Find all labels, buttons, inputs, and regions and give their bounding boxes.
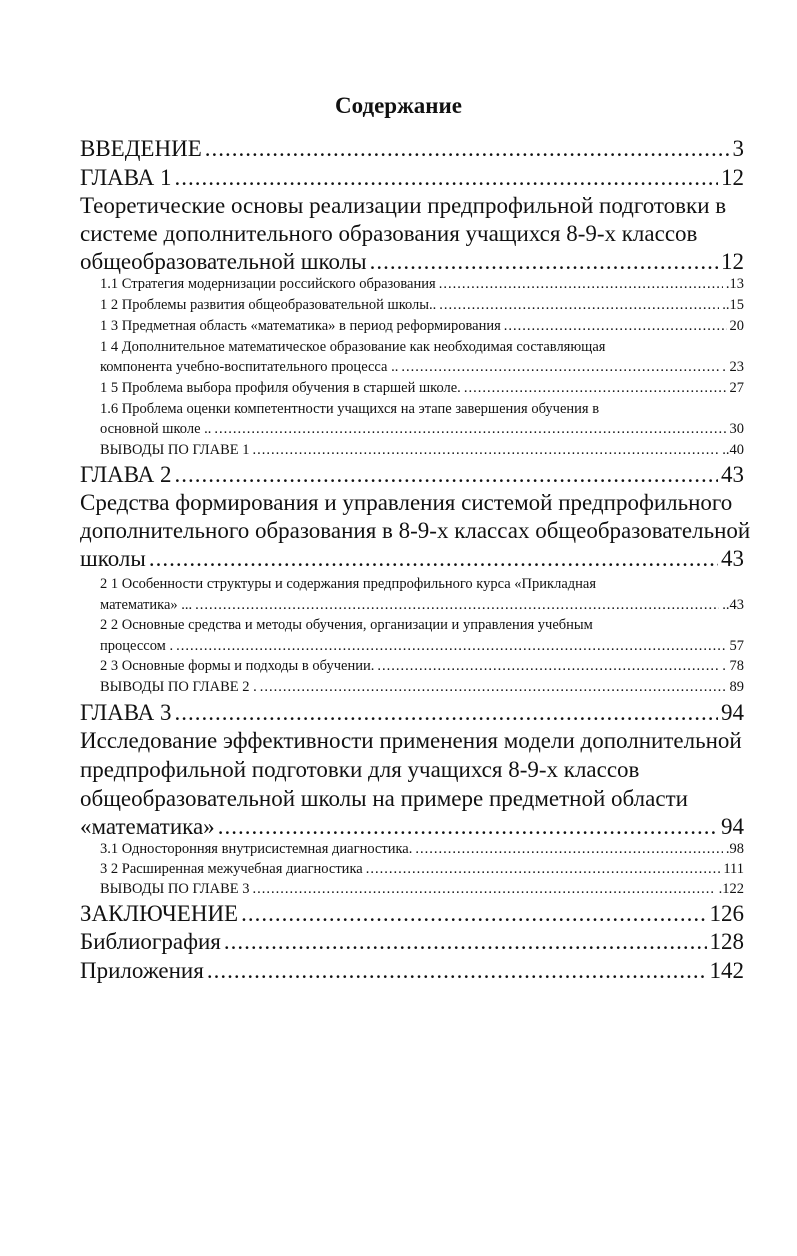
- leader-dots: [176, 638, 726, 655]
- toc-conclusions-2: [100, 679, 744, 696]
- leader-dots: [260, 679, 727, 696]
- toc-label: школы: [80, 546, 146, 571]
- toc-conclusions-1: [100, 442, 744, 459]
- toc-section-2-1-line: 2 1 Особенности структуры и содержания предпрофильного курса «Прикладная: [100, 576, 596, 592]
- toc-page: 89: [729, 679, 744, 695]
- leader-dots: [149, 546, 718, 572]
- page-title: Содержание: [335, 93, 462, 118]
- chapter-3-heading-line: общеобразовательной школы на примере предметной области: [80, 786, 688, 811]
- chapter-3-heading-line: предпрофильной подготовки для учащихся 8-9-х классов: [80, 757, 640, 782]
- toc-label: ГЛАВА 1: [80, 165, 172, 190]
- leader-dots: [464, 380, 727, 397]
- toc-page: 43: [721, 546, 744, 571]
- toc-entry-appendices: [80, 958, 744, 984]
- toc-entry-chapter-3-heading: [80, 814, 744, 840]
- toc-label: 1.1 Стратегия модернизации российского образования: [100, 276, 436, 292]
- toc-page: . 23: [722, 359, 744, 375]
- toc-entry-chapter-3: [80, 700, 744, 726]
- toc-section-1-3: [100, 318, 744, 335]
- toc-page: 30: [729, 421, 744, 437]
- toc-entry-chapter-1-heading: [80, 249, 744, 275]
- toc-section-2-2: [100, 638, 744, 655]
- toc-label: 3 2 Расширенная межучебная диагностика: [100, 861, 363, 877]
- leader-dots: [504, 318, 727, 335]
- toc-label: ГЛАВА 2: [80, 462, 172, 487]
- toc-label: математика» ...: [100, 597, 193, 613]
- leader-dots: [205, 136, 730, 162]
- toc-section-3-1: [100, 841, 744, 858]
- toc-section-3-2: [100, 861, 744, 878]
- leader-dots: [439, 276, 723, 293]
- toc-page: 20: [729, 318, 744, 334]
- toc-page: 142: [709, 958, 744, 983]
- leader-dots: [175, 165, 718, 191]
- toc-entry-conclusion: [80, 901, 744, 927]
- toc-page: 126: [709, 901, 744, 926]
- toc-page: 27: [729, 380, 744, 396]
- leader-dots: [377, 658, 719, 675]
- toc-page: 3: [732, 136, 744, 161]
- leader-dots: [401, 359, 719, 376]
- toc-label: Приложения: [80, 958, 204, 983]
- toc-section-1-6-line: 1.6 Проблема оценки компетентности учащихся на этапе завершения обучения в: [100, 401, 600, 417]
- toc-label: ВВЕДЕНИЕ: [80, 136, 202, 161]
- toc-page: ..40: [722, 442, 744, 458]
- leader-dots: [224, 929, 707, 955]
- leader-dots: [252, 442, 719, 459]
- toc-page: 111: [723, 861, 744, 877]
- toc-section-2-3: [100, 658, 744, 675]
- toc-entry-chapter-1: [80, 165, 744, 191]
- toc-label: 1 5 Проблема выбора профиля обучения в старшей школе.: [100, 380, 461, 396]
- toc-section-1-4: [100, 359, 744, 376]
- toc-page: ..15: [722, 297, 744, 313]
- leader-dots: [252, 881, 715, 898]
- leader-dots: [415, 841, 723, 858]
- toc-page: .13: [725, 276, 744, 292]
- toc-page: ..43: [722, 597, 744, 613]
- toc-entry-intro: [80, 136, 744, 162]
- toc-section-2-2-line: 2 2 Основные средства и методы обучения, организации и управления учебным: [100, 617, 593, 633]
- toc-section-1-5: [100, 380, 744, 397]
- leader-dots: [439, 297, 719, 314]
- toc-page: 94: [721, 814, 744, 839]
- chapter-2-heading-line: Средства формирования и управления системой предпрофильного: [80, 490, 733, 515]
- toc-section-1-6: [100, 421, 744, 438]
- leader-dots: [214, 421, 726, 438]
- leader-dots: [241, 901, 706, 927]
- leader-dots: [370, 249, 718, 275]
- toc-page: 128: [709, 929, 744, 954]
- toc-label: основной школе ..: [100, 421, 212, 437]
- toc-label: 3.1 Односторонняя внутрисистемная диагностика.: [100, 841, 413, 857]
- leader-dots: [366, 861, 721, 878]
- toc-section-1-1: [100, 276, 744, 293]
- toc-label: Библиография: [80, 929, 221, 954]
- chapter-1-heading-line: системе дополнительного образования учащихся 8-9-х классов: [80, 221, 698, 246]
- leader-dots: [175, 462, 718, 488]
- toc-page: 12: [721, 165, 744, 190]
- toc-section-1-4-line: 1 4 Дополнительное математическое образование как необходимая составляющая: [100, 339, 606, 355]
- toc-label: 1 3 Предметная область «математика» в период реформирования: [100, 318, 501, 334]
- toc-label: процессом .: [100, 638, 174, 654]
- leader-dots: [218, 814, 718, 840]
- toc-label: ВЫВОДЫ ПО ГЛАВЕ 2 .: [100, 679, 257, 695]
- toc-entry-bibliography: [80, 929, 744, 955]
- toc-page: 12: [721, 249, 744, 274]
- toc-page: 57: [729, 638, 744, 654]
- toc-page: 94: [721, 700, 744, 725]
- toc-page: .98: [725, 841, 744, 857]
- toc-label: ВЫВОДЫ ПО ГЛАВЕ 1: [100, 442, 250, 458]
- toc-label: ГЛАВА 3: [80, 700, 172, 725]
- toc-page: 43: [721, 462, 744, 487]
- leader-dots: [175, 700, 718, 726]
- toc-label: компонента учебно-воспитательного процесса ..: [100, 359, 399, 375]
- toc-page: .122: [718, 881, 744, 897]
- toc-entry-chapter-2: [80, 462, 744, 488]
- toc-conclusions-3: [100, 881, 744, 898]
- toc-entry-chapter-2-heading: [80, 546, 744, 572]
- toc-label: ВЫВОДЫ ПО ГЛАВЕ 3: [100, 881, 250, 897]
- toc-label: ЗАКЛЮЧЕНИЕ: [80, 901, 239, 926]
- chapter-3-heading-line: Исследование эффективности применения модели дополнительной: [80, 728, 742, 753]
- toc-label: 2 3 Основные формы и подходы в обучении.: [100, 658, 375, 674]
- chapter-2-heading-line: дополнительного образования в 8-9-х классах общеобразовательной: [80, 518, 751, 543]
- toc-label: общеобразовательной школы: [80, 249, 367, 274]
- leader-dots: [195, 597, 719, 614]
- chapter-1-heading-line: Теоретические основы реализации предпрофильной подготовки в: [80, 193, 727, 218]
- toc-section-1-2: [100, 297, 744, 314]
- toc-label: 1 2 Проблемы развития общеобразовательной школы..: [100, 297, 437, 313]
- toc-label: «математика»: [80, 814, 215, 839]
- toc-section-2-1: [100, 597, 744, 614]
- toc-page: . 78: [722, 658, 744, 674]
- leader-dots: [207, 958, 707, 984]
